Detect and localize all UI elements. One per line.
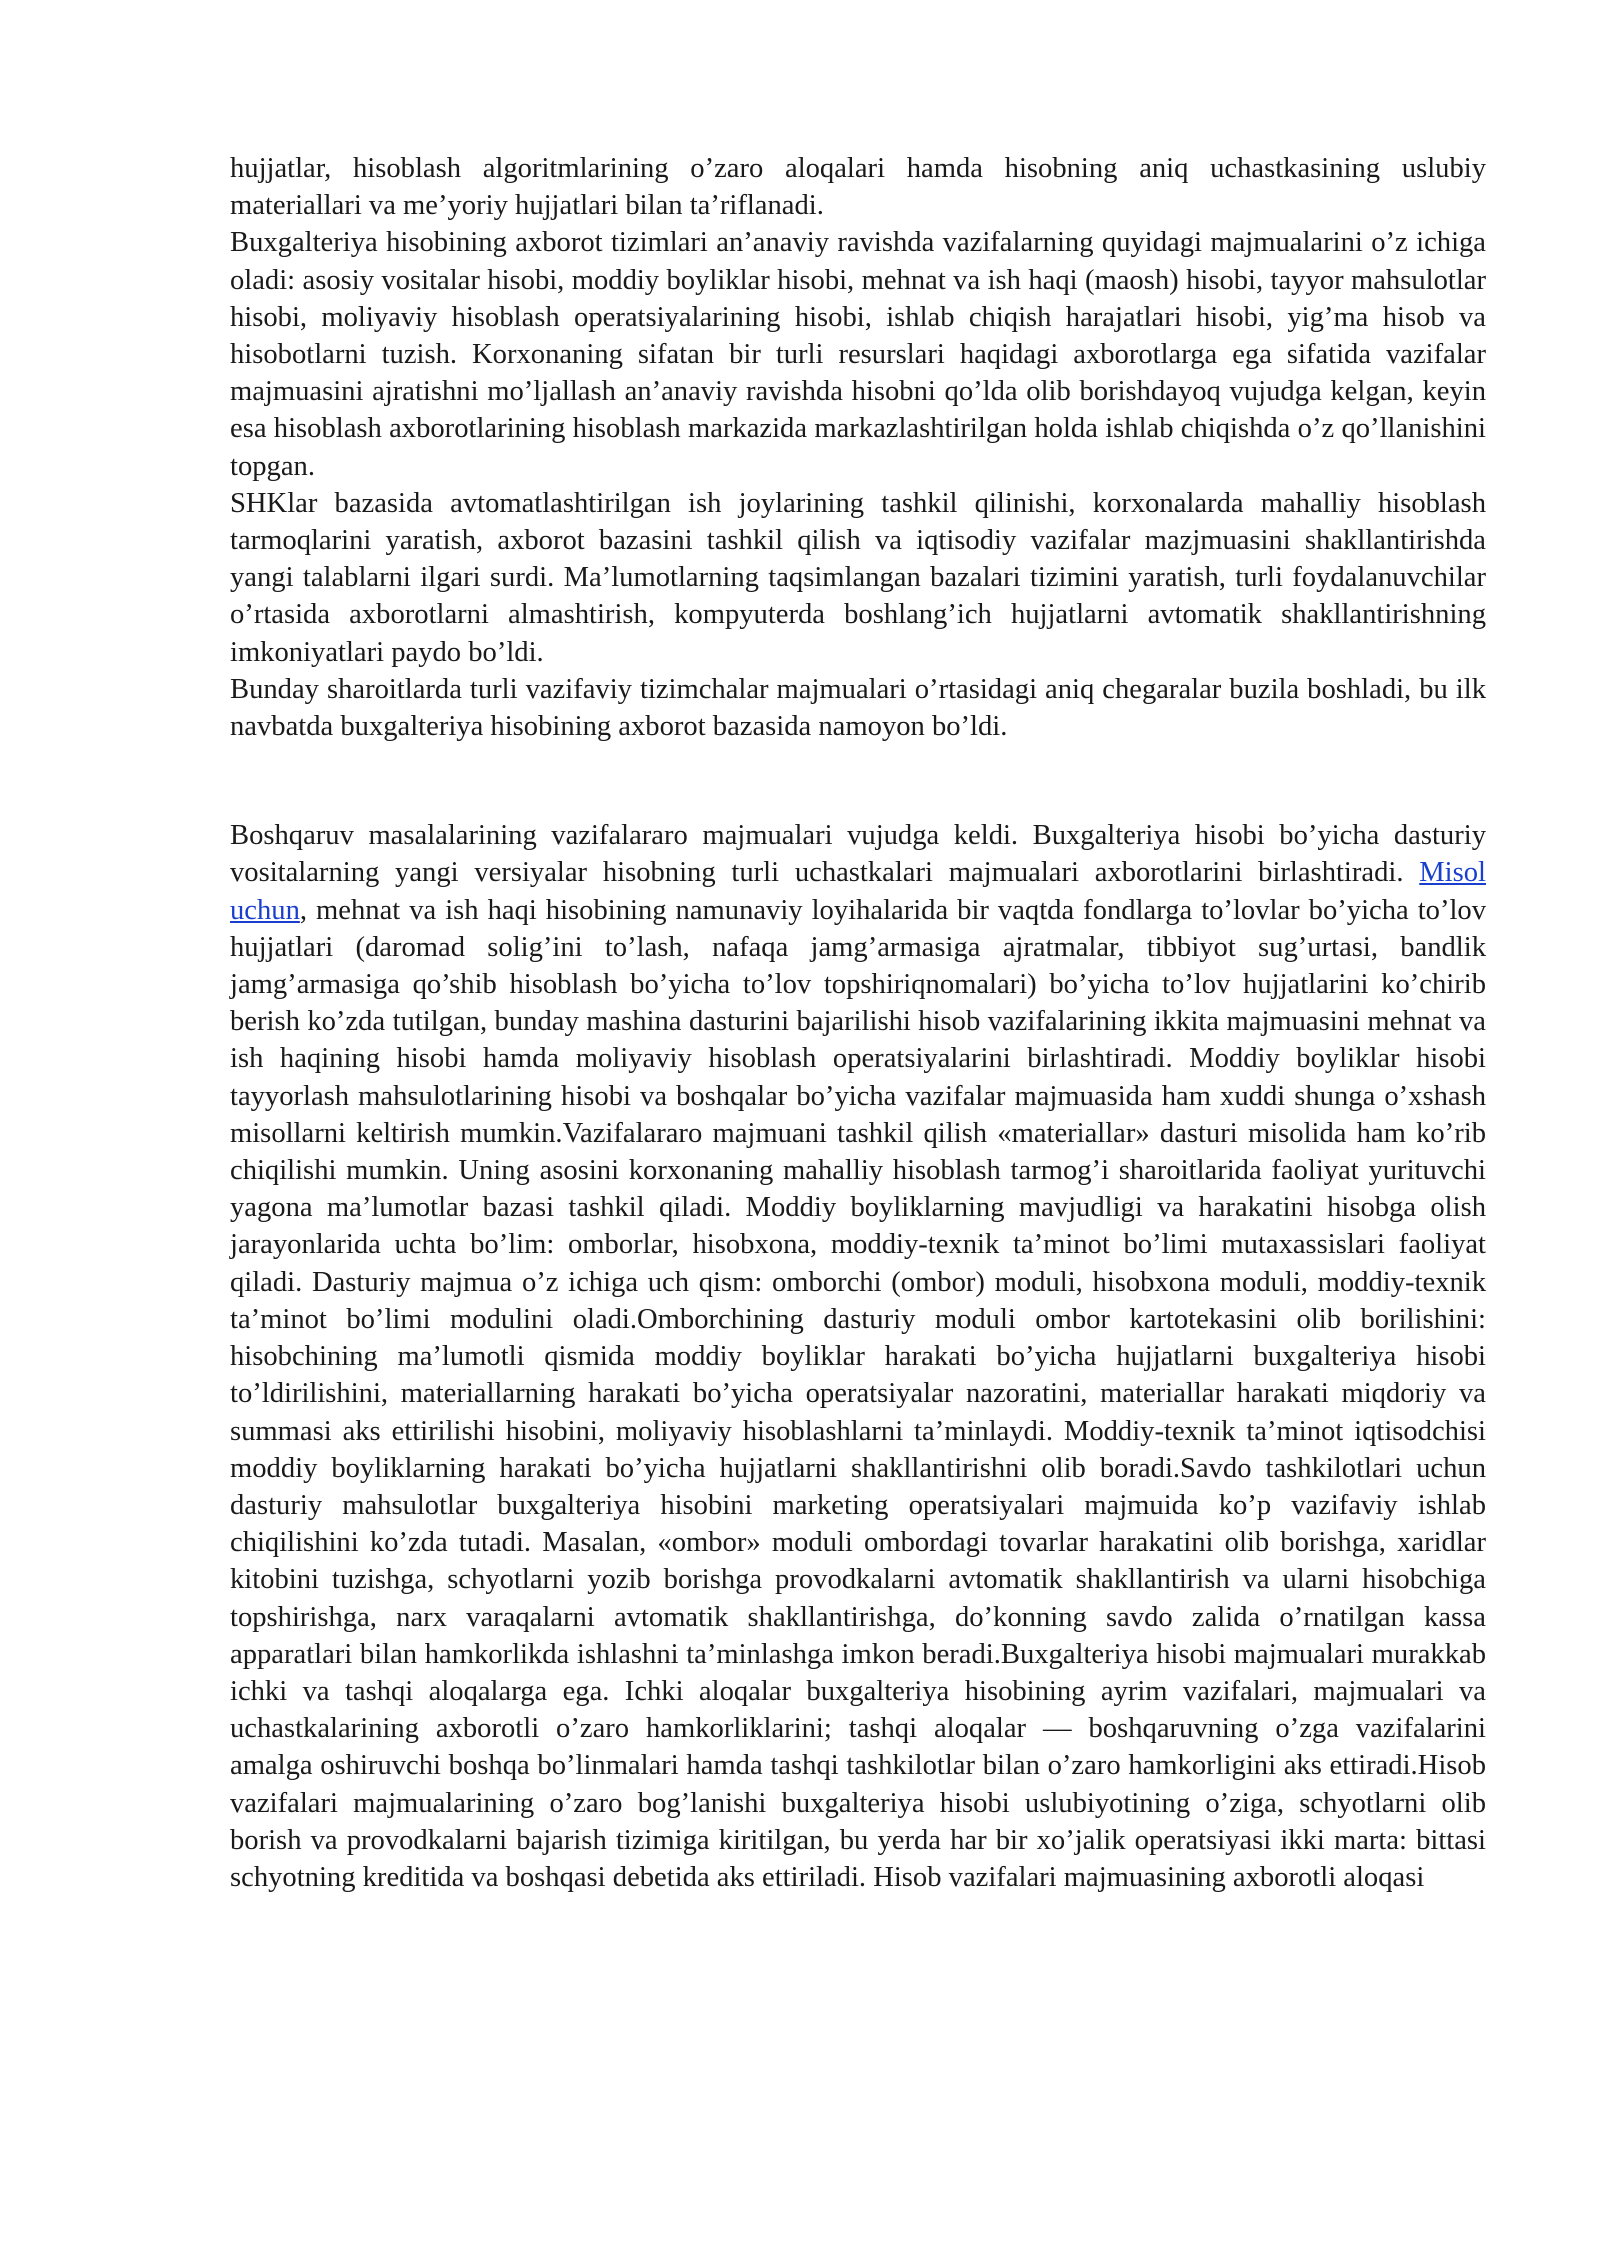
paragraph-automated-workplaces: SHKlar bazasida avtomatlashtirilgan ish joylarining tashkil qilinishi, korxonalarda mahalliy hisoblash tarmoqlarini yaratish, axborot bazasini tashkil qilish va iqtisodiy vazifalar mazjmuasini shakllantirishda yangi talablarni ilgari surdi. Ma’lumotlarning taqsimlangan bazalari tizimini yaratish, turli foydalanuvchilar o’rtasida axborotlarni almashtirish, kompyuterda boshlang’ich hujjatlarni avtomatik shakllantirishning imkoniyatlari paydo bo’ldi. (230, 487, 1486, 668)
paragraph-accounting-systems: Buxgalteriya hisobining axborot tizimlari an’anaviy ravishda vazifalarning quyidagi majmualarini o’z ichiga oladi: asosiy vositalar hisobi, moddiy boyliklar hisobi, mehnat va ish haqi (maosh) hisobi, tayyor mahsulotlar hisobi, moliyaviy hisoblash operatsiyalarining hisobi, ishlab chiqish harajatlari hisobi, yig’ma hisob va hisobotlarni tuzish. Korxonaning sifatan bir turli resurslari haqidagi axborotlarga ega sifatida vazifalar majmuasini ajratishni mo’ljallash an’anaviy ravishda hisobni qo’lda olib borishdayoq vujudga kelgan, keyin esa hisoblash axborotlarining hisoblash markazida markazlashtirilgan holda ishlab chiqishda o’z qo’llanishini topgan. (230, 227, 1486, 482)
document-page (230, 150, 1486, 1896)
example-link[interactable]: Misol uchun (230, 857, 1486, 926)
paragraph-boundaries: Bunday sharoitlarda turli vazifaviy tizimchalar majmualari o’rtasidagi aniq chegaralar buzila boshladi, bu ilk navbatda buxgalteriya hisobining axborot bazasida namoyon bo’ldi. (230, 673, 1486, 743)
section-spacer (230, 745, 1486, 817)
paragraph-main-body (230, 817, 1486, 1896)
paragraph-intro-continuation: hujjatlar, hisoblash algoritmlarining o’zaro aloqalari hamda hisobning aniq uchastkasining uslubiy materiallari va me’yoriy hujjatlari bilan ta’riflanadi. (230, 153, 1486, 222)
main-text-before-link: Boshqaruv masalalarining vazifalararo majmualari vujudga keldi. Buxgalteriya hisobi bo’yicha dasturiy vositalarning yangi versiyalar hisobning turli uchastkalari majmualari axborotlarini birlashtiradi. (230, 820, 1486, 889)
main-text-after-link: , mehnat va ish haqi hisobining namunaviy loyihalarida bir vaqtda fondlarga to’lovlar bo’yicha to’lov hujjatlari (daromad solig’ini to’lash, nafaqa jamg’armasiga ajratmalar, tibbiyot sug’urtasi, bandlik jamg’armasiga qo’shib hisoblash bo’yicha to’lov topshiriqnomalari) bo’yicha to’lov hujjatlarini ko’chirib berish ko’zda tutilgan, bunday mashina dasturini bajarilishi hisob vazifalarining ikkita majmuasini mehnat va ish haqining hisobi hamda moliyaviy hisoblash operatsiyalarini birlashtiradi. Moddiy boyliklar hisobi tayyorlash mahsulotlarining hisobi va boshqalar bo’yicha vazifalar majmuasida ham xuddi shunga o’xshash misollarni keltirish mumkin.Vazifalararo majmuani tashkil qilish «materiallar» dasturi misolida ham ko’rib chiqilishi mumkin. Uning asosini korxonaning mahalliy hisoblash tarmog’i sharoitlarida faoliyat yurituvchi yagona ma’lumotlar bazasi tashkil qiladi. Moddiy boyliklarning mavjudligi va harakatini hisobga olish jarayonlarida uchta bo’lim: omborlar, hisobxona, moddiy-texnik ta’minot bo’limi mutaxassislari faoliyat qiladi. Dasturiy majmua o’z ichiga uch qism: omborchi (ombor) moduli, hisobxona moduli, moddiy-texnik ta’minot bo’limi modulini oladi.Omborchining dasturiy moduli ombor kartotekasini olib borilishini: hisobchining ma’lumotli qismida moddiy boyliklar harakati bo’yicha hujjatlarni buxgalteriya hisobi to’ldirilishini, materiallarning harakati bo’yicha operatsiyalar nazoratini, materiallar harakati miqdoriy va summasi aks ettirilishi hisobini, moliyaviy hisoblashlarni ta’minlaydi. Moddiy-texnik ta’minot iqtisodchisi moddiy boyliklarning harakati bo’yicha hujjatlarni shakllantirishni olib boradi.Savdo tashkilotlari uchun dasturiy mahsulotlar buxgalteriya hisobini marketing operatsiyalari majmuida ko’p vazifaviy ishlab chiqilishini ko’zda tutadi. Masalan, «ombor» moduli ombordagi tovarlar harakatini olib borishga, xaridlar kitobini tuzishga, schyotlarni yozib borishga provodkalarni avtomatik shakllantirish va ularni hisobchiga topshirishga, narx varaqalarni avtomatik shakllantirishga, do’konning savdo zalida o’rnatilgan kassa apparatlari bilan hamkorlikda ishlashni ta’minlashga imkon beradi.Buxgalteriya hisobi majmualari murakkab ichki va tashqi aloqalarga ega. Ichki aloqalar buxgalteriya hisobining ayrim vazifalari, majmualari va uchastkalarining axborotli o’zaro hamkorliklarini; tashqi aloqalar — boshqaruvning o’zga vazifalarini amalga oshiruvchi boshqa bo’linmalari hamda tashqi tashkilotlar bilan o’zaro hamkorligini aks ettiradi.Hisob vazifalari majmualarining o’zaro bog’lanishi buxgalteriya hisobi uslubiyotining o’ziga, schyotlarni olib borish va provodkalarni bajarish tizimiga kiritilgan, bu yerda har bir xo’jalik operatsiyasi ikki marta: bittasi schyotning kreditida va boshqasi debetida aks ettiriladi. Hisob vazifalari majmuasining axborotli aloqasi (230, 894, 1486, 1893)
